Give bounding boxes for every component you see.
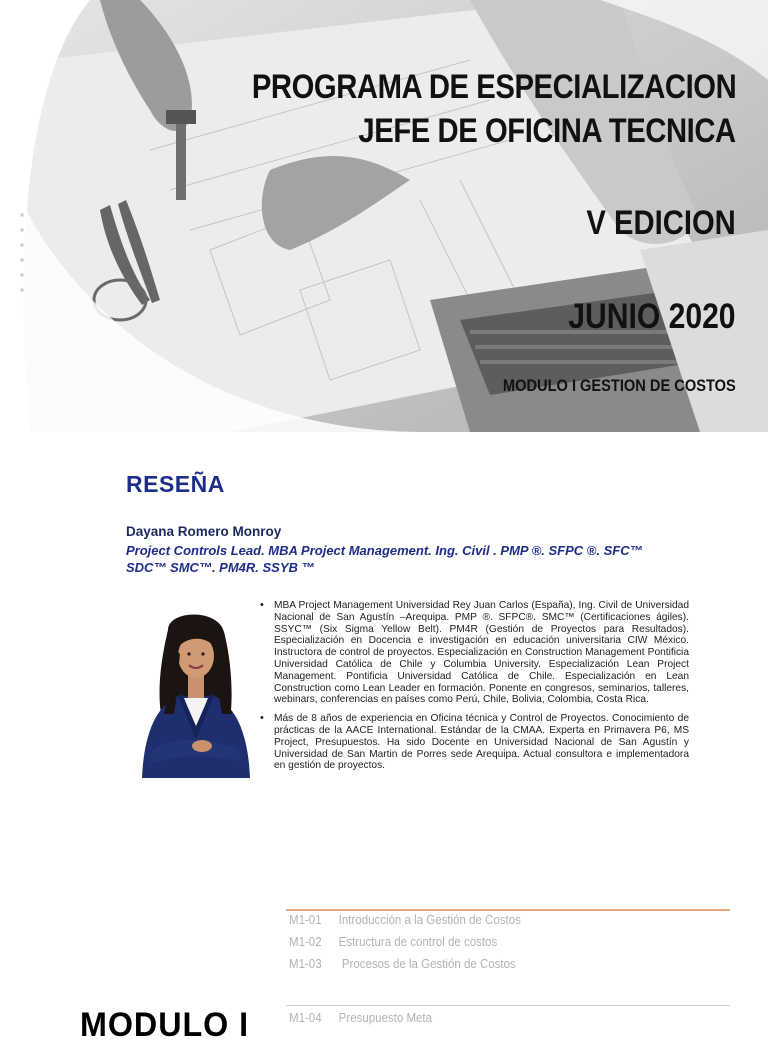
program-title-line1: PROGRAMA DE ESPECIALIZACION bbox=[251, 68, 736, 106]
module-subtitle: MODULO I GESTION DE COSTOS bbox=[503, 376, 736, 395]
module-name: Presupuesto Meta bbox=[338, 1011, 433, 1025]
section-title-resena: RESEÑA bbox=[126, 471, 225, 497]
module-item bbox=[289, 1011, 432, 1025]
module-code: M1-01 bbox=[289, 913, 322, 927]
instructor-photo bbox=[138, 610, 254, 778]
module-name: Introducción a la Gestión de Costos bbox=[338, 913, 521, 927]
divider-line bbox=[286, 1005, 730, 1006]
divider-line bbox=[286, 909, 730, 911]
program-title-line2: JEFE DE OFICINA TECNICA bbox=[358, 112, 736, 150]
module-item bbox=[289, 957, 516, 971]
module-name: Procesos de la Gestión de Costos bbox=[338, 957, 516, 971]
module-item bbox=[289, 935, 497, 949]
module-code: M1-02 bbox=[289, 935, 322, 949]
date-label: JUNIO 2020 bbox=[568, 297, 736, 336]
module-item bbox=[289, 913, 521, 927]
instructor-name: Dayana Romero Monroy bbox=[126, 524, 282, 539]
bio-item: • Más de 8 años de experiencia en Oficina técnica y Control de Proyectos. Conocimiento de prácticas de la AACE International. Estándar de la CMAA. Experta en Primavera P6, MS Project, Presupuestos. Ha sido Docente en Universidad Nacional de San Agustín y Universidad de San Martin de Porres sede Arequipa. Actual consultora e implementadora en gestión de proyectos. bbox=[258, 713, 689, 772]
instructor-credentials: Project Controls Lead. MBA Project Management. Ing. Civil . PMP ®. SFPC ®. SFC™ SDC™ SMC™. PM4R. SSYB ™ bbox=[126, 543, 643, 575]
bio-item: • MBA Project Management Universidad Rey Juan Carlos (España), Ing. Civil de Universidad Nacional de San Agustín –Arequipa. PMP ®. SFPC®. SMC™ (Certificaciones ágiles). SSYC™ (Six Sigma Yellow Belt). PM4R (Gestión de Proyectos para Resultados). Especialización en Docencia e investigación en educación universitaria CIW México. Instructora de control de proyectos. Especialización en Construction Management Pontificia Universidad Católica de Chile y Columbia University. Especialización Lean Project Management. Pontificia Universidad Católica de Chile. Especialización en Lean Construction como Lean Leader en formación. Ponente en congresos, seminarios, talleres, webinars, conferencias en países como Perú, Chile, Bolivia, Colombia, Costa Rica. bbox=[258, 600, 689, 706]
edition-label: V EDICION bbox=[586, 204, 736, 242]
module-code: M1-04 bbox=[289, 1011, 322, 1025]
hero-banner bbox=[0, 0, 768, 432]
instructor-bio-list bbox=[258, 600, 689, 779]
module-heading: MODULO I bbox=[80, 1006, 250, 1044]
module-name: Estructura de control de costos bbox=[338, 935, 498, 949]
module-code: M1-03 bbox=[289, 957, 322, 971]
